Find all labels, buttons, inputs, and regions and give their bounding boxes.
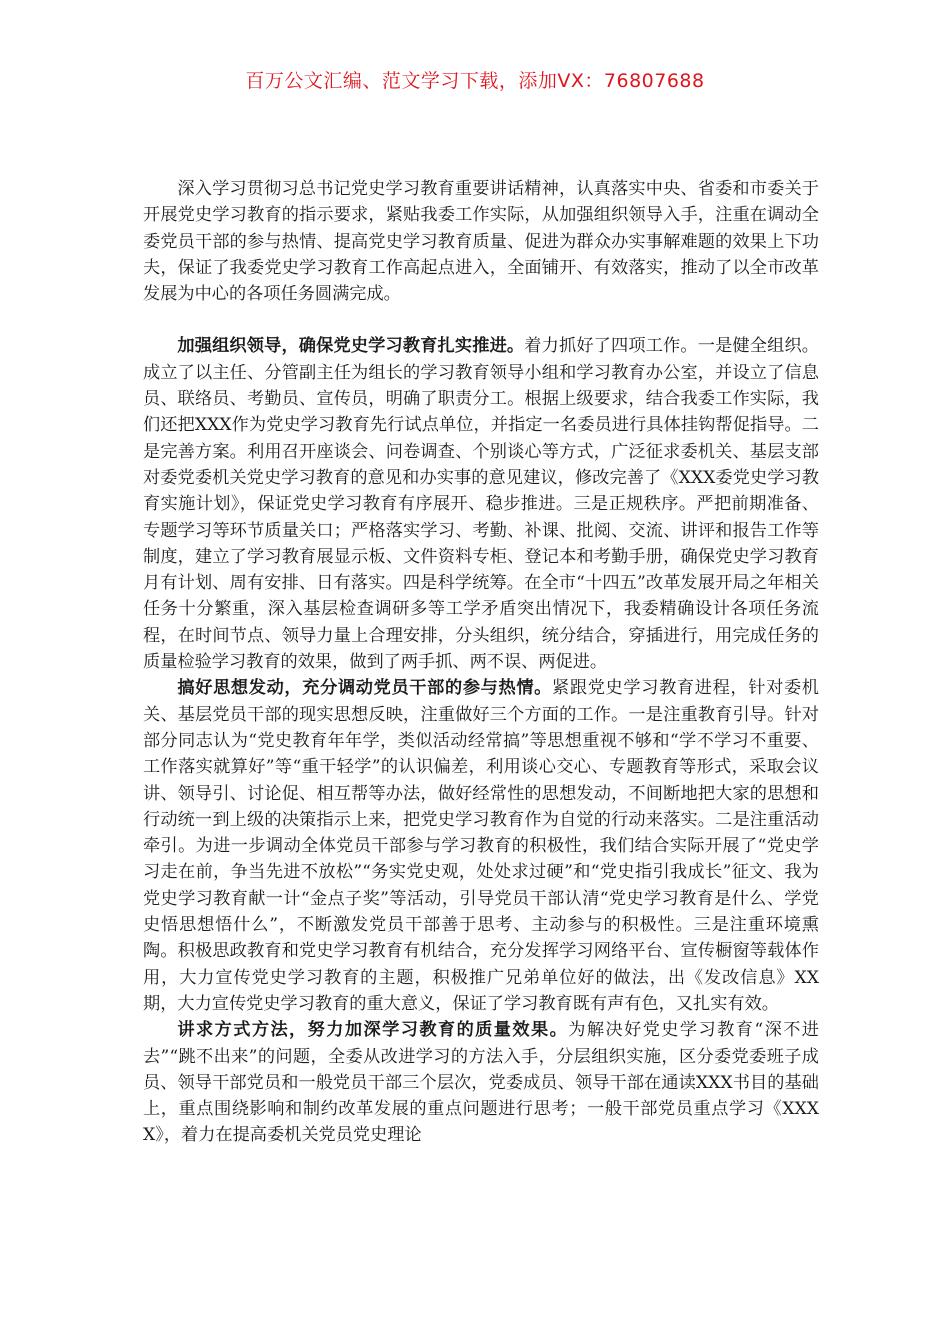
section-heading: 加强组织领导，确保党史学习教育扎实推进。 xyxy=(177,336,525,357)
document-body xyxy=(143,176,819,1149)
section-paragraph-organization xyxy=(143,333,819,675)
section-paragraph-mobilization xyxy=(143,675,819,1017)
watermark-header: 百万公文汇编、范文学习下载，添加VX：76807688 xyxy=(245,70,705,92)
section-body: 着力抓好了四项工作。一是健全组织。成立了以主任、分管副主任为组长的学习教育领导小组和学习教育办公室，并设立了信息员、联络员、考勤员、宣传员，明确了职责分工。根据上级要求，结合我委工作实际，我们还把XXX作为党史学习教育先行试点单位，并指定一名委员进行具体挂钩帮促指导。二是完善方案。利用召开座谈会、问卷调查、个别谈心等方式，广泛征求委机关、基层支部对委党委机关党史学习教育的意见和办实事的意见建议，修改完善了《XXX委党史学习教育实施计划》，保证党史学习教育有序展开、稳步推进。三是正规秩序。严把前期准备、专题学习等环节质量关口；严格落实学习、考勤、补课、批阅、交流、讲评和报告工作等制度，建立了学习教育展显示板、文件资料专柜、登记本和考勤手册，确保党史学习教育月有计划、周有安排、日有落实。四是科学统筹。在全市“十四五”改革发展开局之年相关任务十分繁重，深入基层检查调研多等工学矛盾突出情况下，我委精确设计各项任务流程，在时间节点、领导力量上合理安排，分头组织，统分结合，穿插进行，用完成任务的质量检验学习教育的效果，做到了两手抓、两不误、两促进。 xyxy=(143,336,819,673)
section-heading: 讲求方式方法，努力加深学习教育的质量效果。 xyxy=(177,1020,569,1041)
section-body: 紧跟党史学习教育进程，针对委机关、基层党员干部的现实思想反映，注重做好三个方面的工作。一是注重教育引导。针对部分同志认为“党史教育年年学，类似活动经常搞”等思想重视不够和“学不学习不重要、工作落实就算好”等“重干轻学”的认识偏差，利用谈心交心、专题教育等形式，采取会议讲、领导引、讨论促、相互帮等办法，做好经常性的思想发动，不间断地把大家的思想和行动统一到上级的决策指示上来，把党史学习教育作为自觉的行动来落实。二是注重活动牵引。为进一步调动全体党员干部参与学习教育的积极性，我们结合实际开展了“党史学习走在前，争当先进不放松”“务实党史观，处处求过硬”和“党史指引我成长”征文、我为党史学习教育献一计“金点子奖”等活动，引导党员干部认清“党史学习教育是什么、学党史悟思想悟什么”，不断激发党员干部善于思考、主动参与的积极性。三是注重环境熏陶。积极思政教育和党史学习教育有机结合，充分发挥学习网络平台、宣传橱窗等载体作用，大力宣传党史学习教育的主题，积极推广兄弟单位好的做法，出《发改信息》XX期，大力宣传党史学习教育的重大意义，保证了学习教育既有声有色，又扎实有效。 xyxy=(143,678,819,1014)
intro-paragraph: 深入学习贯彻习总书记党史学习教育重要讲话精神，认真落实中央、省委和市委关于开展党史学习教育的指示要求，紧贴我委工作实际，从加强组织领导入手，注重在调动全委党员干部的参与热情、提高党史学习教育质量、促进为群众办实事解难题的效果上下功夫，保证了我委党史学习教育工作高起点进入，全面铺开、有效落实，推动了以全市改革发展为中心的各项任务圆满完成。 xyxy=(143,179,819,305)
section-heading: 搞好思想发动，充分调动党员干部的参与热情。 xyxy=(177,678,553,699)
section-paragraph-methods xyxy=(143,1017,819,1148)
section-body: 为解决好党史学习教育“深不进去”“跳不出来”的问题，全委从改进学习的方法入手，分层组织实施，区分委党委班子成员、领导干部党员和一般党员干部三个层次，党委成员、领导干部在通读XXX书目的基础上，重点围绕影响和制约改革发展的重点问题进行思考；一般干部党员重点学习《XXXX》，着力在提高委机关党员党史理论 xyxy=(143,1020,819,1146)
